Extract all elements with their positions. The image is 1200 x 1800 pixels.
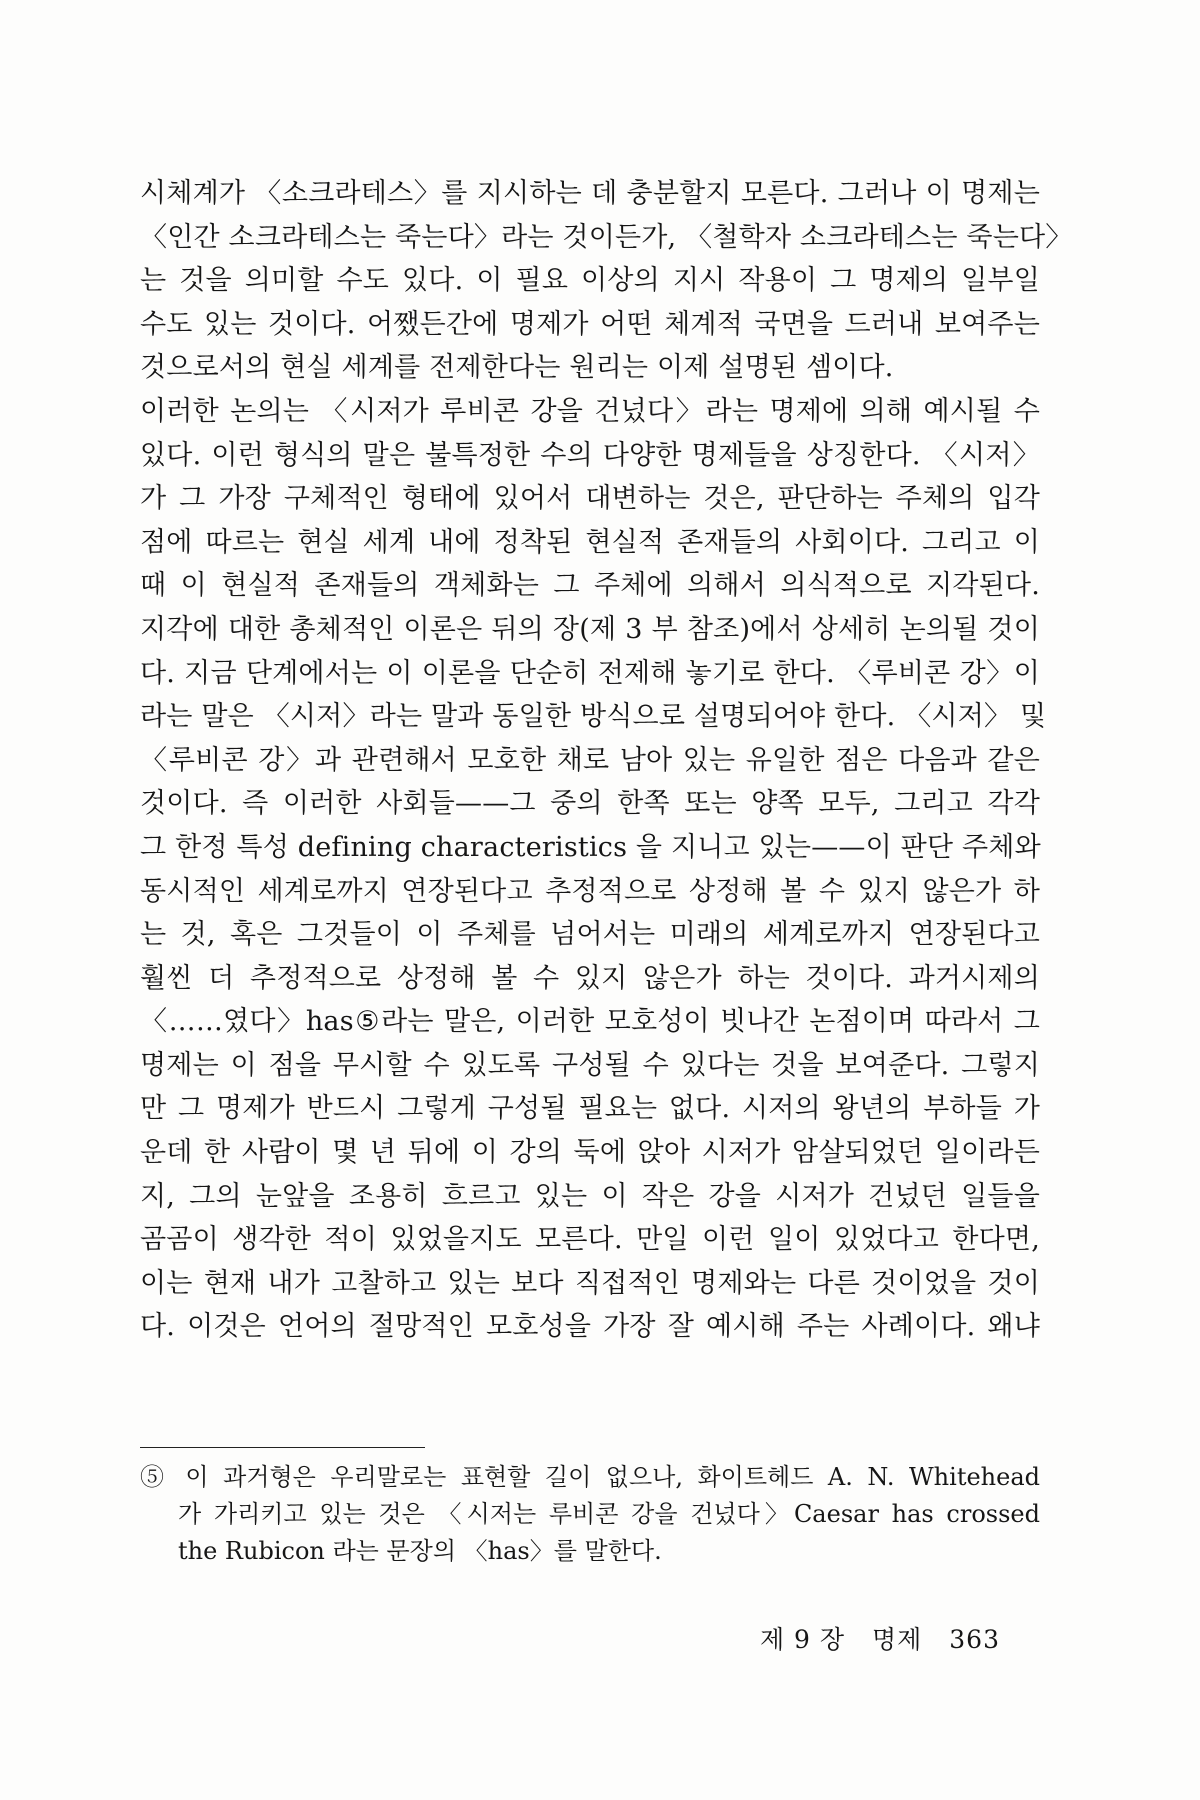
- body-line: 명제는 이 점을 무시할 수 있도록 구성될 수 있다는 것을 보여준다. 그렇지: [140, 1049, 1040, 1081]
- body-line: 지각에 대한 총체적인 이론은 뒤의 장(제 3 부 참조)에서 상세히 논의될 것이: [140, 613, 1040, 645]
- body-line: 〈인간 소크라테스는 죽는다〉라는 것이든가, 〈철학자 소크라테스는 죽는다〉: [140, 221, 1073, 253]
- body-line: 이는 현재 내가 고찰하고 있는 보다 직접적인 명제와는 다른 것이었을 것이: [140, 1267, 1040, 1299]
- footnote-divider: [140, 1447, 425, 1448]
- body-line: 이러한 논의는 〈시저가 루비콘 강을 건넜다〉라는 명제에 의해 예시될 수: [140, 395, 1040, 427]
- footnote-line: 가 가리키고 있는 것은 〈시저는 루비콘 강을 건넜다〉Caesar has crossed: [178, 1500, 1040, 1528]
- body-line: 는 것을 의미할 수도 있다. 이 필요 이상의 지시 작용이 그 명제의 일부일: [140, 265, 1040, 297]
- body-line: 것이다. 즉 이러한 사회들——그 중의 한쪽 또는 양쪽 모두, 그리고 각각: [140, 788, 1040, 820]
- body-line: 수도 있는 것이다. 어쨌든간에 명제가 어떤 체계적 국면을 드러내 보여주는: [140, 308, 1040, 340]
- body-line: 가 그 가장 구체적인 형태에 있어서 대변하는 것은, 판단하는 주체의 입각: [140, 483, 1040, 515]
- chapter-label: 제 9 장: [759, 1625, 846, 1654]
- body-line: 동시적인 세계로까지 연장된다고 추정적으로 상정해 볼 수 있지 않은가 하: [140, 875, 1040, 907]
- body-line: 는 것, 혹은 그것들이 이 주체를 넘어서는 미래의 세계로까지 연장된다고: [140, 919, 1040, 951]
- body-line: 〈……였다〉has⑤라는 말은, 이러한 모호성이 빗나간 논점이며 따라서 그: [140, 1006, 1040, 1038]
- footnote-line: ⑤ 이 과거형은 우리말로는 표현할 길이 없으나, 화이트헤드 A. N. Whitehead: [140, 1463, 1040, 1491]
- body-line: 점에 따르는 현실 세계 내에 정착된 현실적 존재들의 사회이다. 그리고 이: [140, 526, 1040, 558]
- running-footer: [760, 1620, 1000, 1656]
- body-line: 있다. 이런 형식의 말은 불특정한 수의 다양한 명제들을 상징한다. 〈시저〉: [140, 439, 1040, 471]
- body-line: 만 그 명제가 반드시 그렇게 구성될 필요는 없다. 시저의 왕년의 부하들 가: [140, 1093, 1040, 1125]
- body-line: 다. 이것은 언어의 절망적인 모호성을 가장 잘 예시해 주는 사례이다. 왜냐: [140, 1311, 1040, 1343]
- body-line: 지, 그의 눈앞을 조용히 흐르고 있는 이 작은 강을 시저가 건넜던 일들을: [140, 1180, 1040, 1212]
- body-line: 것으로서의 현실 세계를 전제한다는 원리는 이제 설명된 셈이다.: [140, 352, 894, 384]
- footnote-line: the Rubicon 라는 문장의 〈has〉를 말한다.: [178, 1537, 662, 1565]
- body-line: 시체계가 〈소크라테스〉를 지시하는 데 충분할지 모른다. 그러나 이 명제는: [140, 178, 1040, 209]
- page-number: 363: [949, 1625, 1000, 1654]
- body-line: 훨씬 더 추정적으로 상정해 볼 수 있지 않은가 하는 것이다. 과거시제의: [140, 962, 1040, 994]
- body-line: 운데 한 사람이 몇 년 뒤에 이 강의 둑에 앉아 시저가 암살되었던 일이라든: [140, 1137, 1040, 1169]
- body-line: 다. 지금 단계에서는 이 이론을 단순히 전제해 놓기로 한다. 〈루비콘 강〉이: [140, 657, 1040, 689]
- body-line: 라는 말은 〈시저〉라는 말과 동일한 방식으로 설명되어야 한다. 〈시저〉 및: [140, 701, 1047, 733]
- section-label: 명제: [872, 1625, 923, 1654]
- body-line: 때 이 현실적 존재들의 객체화는 그 주체에 의해서 의식적으로 지각된다.: [140, 570, 1040, 602]
- body-line: 그 한정 특성 defining characteristics 을 지니고 있는——이 판단 주체와: [140, 831, 1041, 863]
- body-text: [140, 172, 1073, 1349]
- body-line: 곰곰이 생각한 적이 있었을지도 모른다. 만일 이런 일이 있었다고 한다면,: [140, 1224, 1040, 1256]
- body-line: 〈루비콘 강〉과 관련해서 모호한 채로 남아 있는 유일한 점은 다음과 같은: [140, 744, 1040, 776]
- footnote: [140, 1459, 1040, 1570]
